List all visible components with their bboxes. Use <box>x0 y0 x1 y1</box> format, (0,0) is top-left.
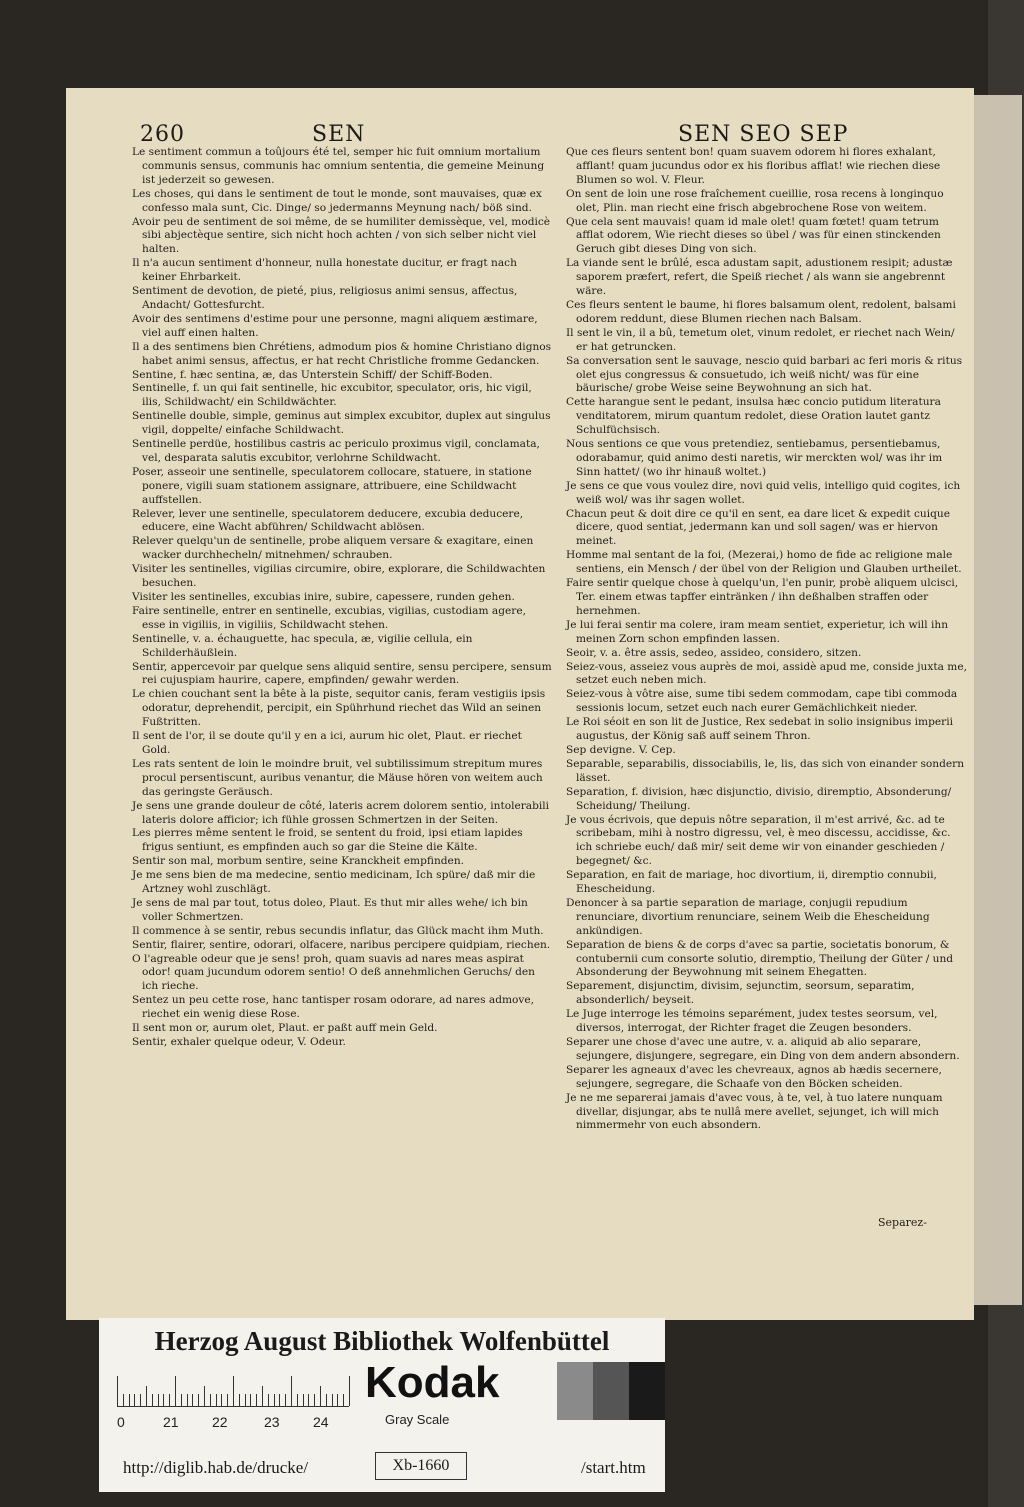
dictionary-entry: Sa conversation sent le sauvage, nescio quid barbari ac feri moris & ritus olet ejus congressus & consuetudo, ich weiß nicht/ was für eine bäurische/ grobe Weise seine Beywohnung an sich hat. <box>566 354 963 395</box>
ruler-tick <box>343 1394 344 1406</box>
dictionary-entry: Sentir, appercevoir par quelque sens aliquid sentire, sensu percipere, sensum rei cujuspiam haurire, capere, empfinden/ gewahr werden. <box>132 660 552 687</box>
dictionary-entry: On sent de loin une rose fraîchement cueillie, rosa recens à longinquo olet, Plin. man riecht eine frisch abgebrochene Rose von weitem. <box>566 187 944 214</box>
dictionary-entry: Relever quelqu'un de sentinelle, probe aliquem versare & exagitare, einen wacker durchhecheln/ mitnehmen/ schrauben. <box>132 535 534 562</box>
ruler-tick <box>303 1394 304 1406</box>
dictionary-entry: Separation, en fait de mariage, hoc divortium, ii, diremptio connubii, Ehescheidung. <box>566 869 937 896</box>
ruler-tick <box>256 1394 257 1406</box>
ruler-tick <box>140 1394 141 1406</box>
dictionary-entry: Seiez-vous à vôtre aise, sume tibi sedem commodam, cape tibi commoda sessionis locum, setzet euch nach eurer Gemächlichkeit nieder. <box>566 688 958 715</box>
dictionary-entry: Poser, asseoir une sentinelle, speculatorem collocare, statuere, in statione ponere, vigili suam stationem assignare, attribuere, eine Schildwacht auffstellen. <box>132 465 532 506</box>
ruler-tick <box>187 1394 188 1406</box>
ruler-tick <box>268 1394 269 1406</box>
ruler-tick <box>320 1386 321 1406</box>
dictionary-entry: Je ne me separerai jamais d'avec vous, à te, vel, à tuo latere nunquam divellar, disjungar, abs te nullâ mere avellet, sejunget, ich will mich nimmermehr von euch absondern. <box>566 1091 943 1132</box>
dictionary-entry: Il sent de l'or, il se doute qu'il y en a ici, aurum hic olet, Plaut. er riechet Gold. <box>132 730 522 756</box>
dictionary-entry: O l'agreable odeur que je sens! proh, quam suavis ad nares meas aspirat odor! quam jucundum odorem sentio! O deß annehmlichen Geruchs/ den ich rieche. <box>132 952 535 993</box>
dictionary-entry: Que cela sent mauvais! quam id male olet! quam fœtet! quam tetrum afflat odorem, Wie riecht dieses so übel / was für einen stinckenden Geruch gibt dieses Ding von sich. <box>566 215 941 256</box>
dictionary-entry: Le Roi séoit en son lit de Justice, Rex sedebat in solio insignibus imperii augustus, der König saß auff seinem Thron. <box>566 716 953 743</box>
ruler-tick <box>198 1394 199 1406</box>
dictionary-entry: Sentir son mal, morbum sentire, seine Kranckheit empfinden. <box>132 855 465 868</box>
ruler-tick <box>129 1394 130 1406</box>
ruler-tick <box>192 1394 193 1406</box>
dictionary-entry: Les pierres même sentent le froid, se sentent du froid, ipsi etiam lapides frigus sentiunt, es empfinden auch so gar die Steine die Kälte. <box>132 827 523 854</box>
ruler-tick <box>274 1394 275 1406</box>
ruler-tick <box>332 1394 333 1406</box>
dictionary-entry: Il sent le vin, il a bû, temetum olet, vinum redolet, er riechet nach Wein/ er hat getruncken. <box>566 326 955 353</box>
dictionary-entry: Sentinelle, v. a. échauguette, hac specula, æ, vigilie cellula, ein Schilderhäußlein. <box>132 632 473 659</box>
ruler-tick <box>163 1394 164 1406</box>
dictionary-entry: Sentez un peu cette rose, hanc tantisper rosam odorare, ad nares admove, riechet ein wenig diese Rose. <box>132 994 535 1021</box>
dictionary-entry: Les rats sentent de loin le moindre bruit, vel subtilissimum strepitum mures procul persentiscunt, auribus venantur, die Mäuse hören von weitem auch das geringste Geräusch. <box>132 757 543 798</box>
dictionary-entry: Separable, separabilis, dissociabilis, le, lis, das sich von einander sondern lässet. <box>566 757 965 784</box>
ruler-tick <box>152 1394 153 1406</box>
dictionary-entry: Il sent mon or, aurum olet, Plaut. er paßt auff mein Geld. <box>132 1022 438 1035</box>
ruler-tick <box>221 1394 222 1406</box>
kodak-logo: Kodak <box>365 1358 500 1407</box>
gray-swatch-light <box>557 1362 593 1420</box>
dictionary-entry: Je me sens bien de ma medecine, sentio medicinam, Ich spüre/ daß mir die Artzney wohl zuschlägt. <box>132 869 536 896</box>
ruler-number: 0 <box>117 1414 125 1430</box>
ruler-tick <box>279 1394 280 1406</box>
library-name: Herzog August Bibliothek Wolfenbüttel <box>154 1326 610 1356</box>
dictionary-entry: Sentine, f. hæc sentina, æ, das Unterstein Schiff/ der Schiff-Boden. <box>132 368 493 381</box>
dictionary-entry: Sentiment de devotion, de pieté, pius, religiosus animi sensus, affectus, Andacht/ Gottesfurcht. <box>132 285 518 311</box>
dictionary-entry: Le Juge interroge les témoins separément, judex testes seorsum, vel, diversos, interrogat, der Richter fraget die Zeugen besonders. <box>566 1008 938 1035</box>
dictionary-entry: Visiter les sentinelles, vigilias circumire, obire, explorare, die Schildwachten besuchen. <box>132 563 546 590</box>
digital-library-url: http://diglib.hab.de/drucke/ <box>123 1458 309 1477</box>
dictionary-entry: Sentir, exhaler quelque odeur, V. Odeur. <box>132 1036 346 1048</box>
dictionary-entry: Je sens de mal par tout, totus doleo, Plaut. Es thut mir alles wehe/ ich bin voller Schmertzen. <box>132 896 528 923</box>
ruler-tick <box>285 1394 286 1406</box>
dictionary-entry: Separer les agneaux d'avec les chevreaux, agnos ab hædis secernere, sejungere, segregare, die Schaafe von den Böcken scheiden. <box>566 1063 942 1090</box>
dictionary-entry: Le sentiment commun a toûjours été tel, semper hic fuit omnium mortalium communis sensus, communis hac omnium sententia, die gemeine Meinung ist jederzeit so gewesen. <box>132 146 545 186</box>
dictionary-entry: Je vous écrivois, que depuis nôtre separation, il m'est arrivé, &c. ad te scribebam, mihi à nostro digressu, vel, è meo discessu, accidisse, &c. ich schriebe euch/ daß mir/ seit deme wir von einander geschieden / begegnet/ &c. <box>566 813 951 868</box>
dictionary-entry: Sentinelle double, simple, geminus aut simplex excubitor, duplex aut singulus vigil, doppelte/ einfache Schildwacht. <box>132 410 551 437</box>
ruler-numbers <box>117 1414 349 1434</box>
right-column <box>566 146 968 1133</box>
dictionary-entry: Denoncer à sa partie separation de mariage, conjugii repudium renunciare, divortium renunciare, seinem Weib die Ehescheidung ankündigen. <box>566 896 930 937</box>
dictionary-entry: Chacun peut & doit dire ce qu'il en sent, ea dare licet & expedit cuique dicere, quod sentiat, jedermann kan und soll sagen/ was er hiervon meinet. <box>566 507 950 548</box>
ruler-tick <box>326 1394 327 1406</box>
ruler-tick <box>210 1394 211 1406</box>
start-page-url: /start.htm <box>581 1458 646 1477</box>
ruler-tick <box>250 1394 251 1406</box>
running-head-right: SEN SEO SEP <box>678 122 849 147</box>
ruler-tick <box>308 1394 309 1406</box>
library-label-card <box>99 1318 665 1492</box>
dictionary-entry: Je lui ferai sentir ma colere, iram meam sentiet, experietur, ich will ihn meinen Zorn schon empfinden lassen. <box>566 618 949 645</box>
ruler-tick <box>245 1394 246 1406</box>
dictionary-entry: Il commence à se sentir, rebus secundis inflatur, das Glück macht ihm Muth. <box>132 924 544 937</box>
dictionary-entry: Seiez-vous, asseiez vous auprès de moi, assidè apud me, conside juxta me, setzet euch neben mich. <box>566 660 967 687</box>
ruler-tick <box>158 1394 159 1406</box>
dictionary-entry: Faire sentir quelque chose à quelqu'un, l'en punir, probè aliquem ulcisci, Ter. einem etwas tapffer eintränken / ihn deßhalben straffen oder hernehmen. <box>566 577 959 617</box>
ruler-tick <box>216 1394 217 1406</box>
dictionary-entry: Relever, lever une sentinelle, speculatorem deducere, excubia deducere, educere, eine Wacht abführen/ Schildwacht ablösen. <box>132 507 524 534</box>
ruler-tick <box>337 1394 338 1406</box>
dictionary-entry: Je sens ce que vous voulez dire, novi quid velis, intelligo quid cogites, ich weiß wol/ was ihr sagen wollet. <box>566 479 961 506</box>
ruler-tick <box>169 1394 170 1406</box>
ruler-tick <box>227 1394 228 1406</box>
catchword: Separez- <box>878 1216 927 1229</box>
ruler-tick <box>233 1376 234 1406</box>
dictionary-entry: Seoir, v. a. être assis, sedeo, assideo, considero, sitzen. <box>566 646 862 659</box>
dictionary-entry: Homme mal sentant de la foi, (Mezerai,) homo de fide ac religione male sentiens, ein Mensch / der übel von der Religion und Glauben urtheilet. <box>566 549 962 576</box>
ruler-tick <box>314 1394 315 1406</box>
shelfmark: Xb-1660 <box>375 1452 467 1480</box>
dictionary-entry: Sentinelle perdüe, hostilibus castris ac periculo proximus vigil, conclamata, vel, desparata salutis excubitor, verlohrne Schildwacht. <box>132 438 540 464</box>
ruler-number: 22 <box>212 1414 228 1430</box>
dictionary-entry: Il a des sentimens bien Chrétiens, admodum pios & homine Christiano dignos habet animi sensus, affectus, er hat recht Christliche fromme Gedancken. <box>132 340 552 367</box>
dictionary-entry: Cette harangue sent le pedant, insulsa hæc concio putidum literatura venditatorem, mirum quantum redolet, diese Oration lautet gantz Schulfüchsisch. <box>566 396 941 437</box>
ruler-tick <box>262 1386 263 1406</box>
ruler-number: 24 <box>313 1414 329 1430</box>
dictionary-entry: Il n'a aucun sentiment d'honneur, nulla honestate ducitur, er fragt nach keiner Ehrbarkeit. <box>132 257 517 284</box>
gray-scale-label: Gray Scale <box>385 1412 450 1427</box>
ruler-tick <box>123 1394 124 1406</box>
ruler-tick <box>181 1394 182 1406</box>
dictionary-entry: Faire sentinelle, entrer en sentinelle, excubias, vigilias, custodiam agere, esse in vigiliis, in vigiliis, Schildwacht stehen. <box>132 604 526 631</box>
ruler-tick <box>146 1386 147 1406</box>
ruler-tick <box>297 1394 298 1406</box>
dictionary-entry: Sep devigne. V. Cep. <box>566 743 676 756</box>
ruler-tick <box>239 1394 240 1406</box>
measurement-ruler <box>117 1366 349 1407</box>
dictionary-entry: La viande sent le brûlé, esca adustam sapit, adustionem resipit; adustæ saporem præfert, refert, die Speiß riechet / als wann sie angebrennt wäre. <box>566 257 953 298</box>
dictionary-entry: Sentinelle, f. un qui fait sentinelle, hic excubitor, speculator, oris, hic vigil, ilis, Schildwacht/ ein Schildwächter. <box>132 382 532 409</box>
ruler-tick <box>175 1376 176 1406</box>
dictionary-entry: Sentir, flairer, sentire, odorari, olfacere, naribus percipere quidpiam, riechen. <box>132 938 551 951</box>
facing-page-edge <box>972 95 1022 1305</box>
dictionary-entry: Avoir des sentimens d'estime pour une personne, magni aliquem æstimare, viel auff einen halten. <box>132 312 538 339</box>
ruler-tick <box>134 1394 135 1406</box>
dictionary-entry: Separation de biens & de corps d'avec sa partie, societatis bonorum, & contubernii cum consorte solutio, diremptio, Theilung der Güter / und Absonderung der Beywohnung mit seinem Ehegatten. <box>566 938 954 979</box>
page-number: 260 <box>140 122 185 147</box>
dictionary-entry: Les choses, qui dans le sentiment de tout le monde, sont mauvaises, quæ ex confesso mala sunt, Cic. Dinge/ so jedermanns Meynung nach/ böß sind. <box>132 187 542 214</box>
ruler-tick <box>204 1386 205 1406</box>
ruler-tick <box>349 1376 350 1406</box>
ruler-tick <box>117 1376 118 1406</box>
dictionary-entry: Le chien couchant sent la bête à la piste, sequitor canis, feram vestigiis ipsis odoratur, deprehendit, percipit, ein Spührhund riechet das Wild an seinen Fußtritten. <box>132 688 546 729</box>
dictionary-entry: Avoir peu de sentiment de soi même, de se humiliter demissèque, vel, modicè sibi abjectèque sentire, sich nicht hoch achten / von sich selber nicht viel halten. <box>132 215 551 256</box>
gray-swatch-dark <box>629 1362 665 1420</box>
dictionary-entry: Visiter les sentinelles, excubias inire, subire, capessere, runden gehen. <box>132 591 515 603</box>
dictionary-entry: Separement, disjunctim, divisim, sejunctim, seorsum, separatim, absonderlich/ beyseit. <box>566 980 915 1007</box>
left-column <box>132 146 552 1050</box>
ruler-tick <box>291 1376 292 1406</box>
dictionary-entry: Que ces fleurs sentent bon! quam suavem odorem hi flores exhalant, afflant! quam jucundus odor ex his floribus afflat! wie riechen diese Blumen so wol. V. Fleur. <box>566 146 941 186</box>
dictionary-entry: Je sens une grande douleur de côté, lateris acrem dolorem sentio, intolerabili lateris dolore afficior; ich fühle grossen Schmertzen in der Seiten. <box>132 799 550 826</box>
ruler-number: 21 <box>163 1414 179 1430</box>
dictionary-entry: Separation, f. division, hæc disjunctio, divisio, diremptio, Absonderung/ Scheidung/ Theilung. <box>566 785 952 812</box>
dictionary-entry: Nous sentions ce que vous pretendiez, sentiebamus, persentiebamus, odorabamur, quid animo desti naretis, wir merckten wol/ was ihr im Sinn hattet/ (wo ihr hinauß woltet.) <box>566 438 943 478</box>
dictionary-entry: Separer une chose d'avec une autre, v. a. aliquid ab alio separare, sejungere, disjungere, segregare, ein Ding von dem andern absondern. <box>566 1036 960 1062</box>
ruler-number: 23 <box>264 1414 280 1430</box>
gray-swatch-mid <box>593 1362 629 1420</box>
dictionary-entry: Ces fleurs sentent le baume, hi flores balsamum olent, redolent, balsami odorem reddunt, diese Blumen riechen nach Balsam. <box>566 298 956 325</box>
running-head-left: SEN <box>312 122 366 147</box>
